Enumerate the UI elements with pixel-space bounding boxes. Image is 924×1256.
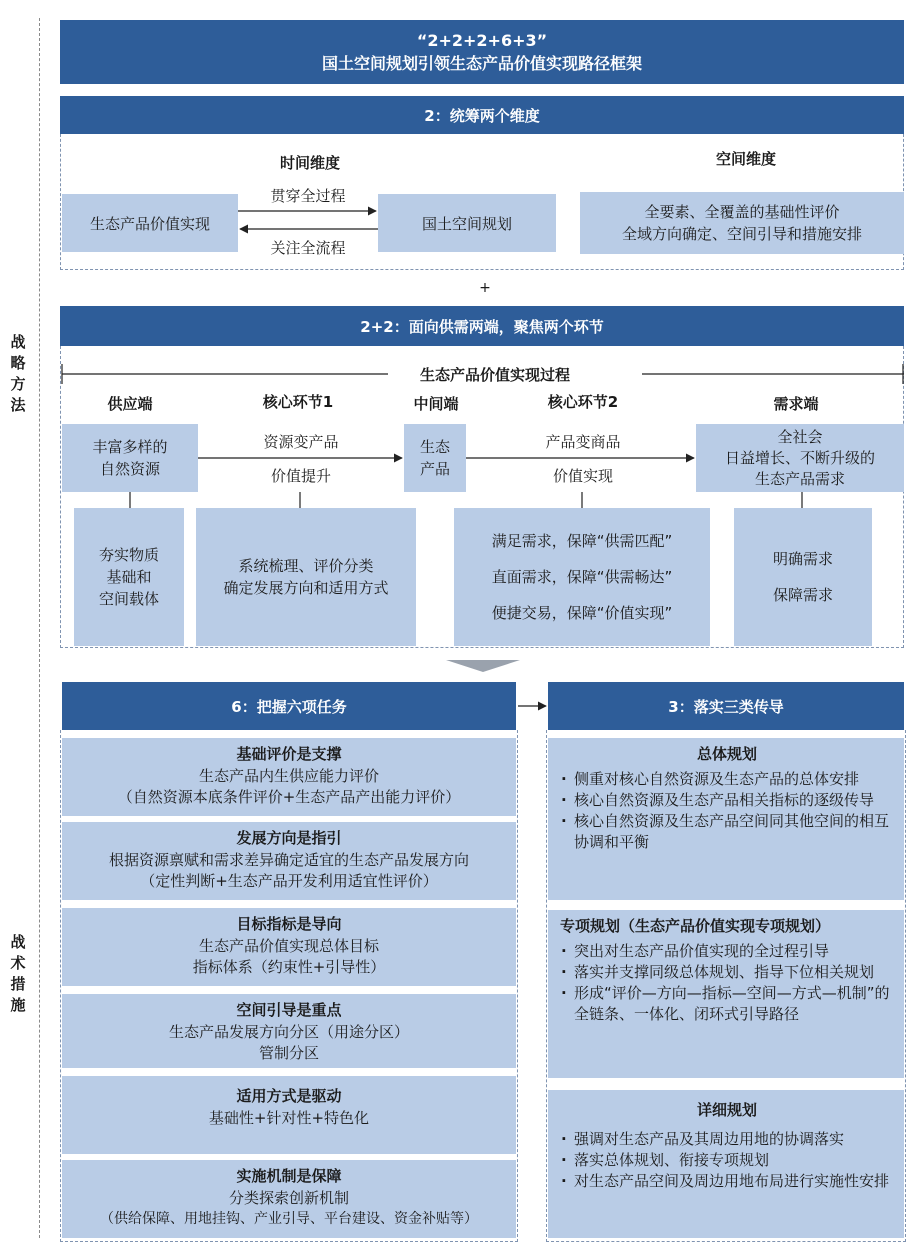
core-link2-label: 核心环节2 [547,392,619,411]
social-demand-line: 全社会 [777,427,823,446]
guide-special-plan [548,910,904,1078]
task-line: 指标体系（约束性+引导性） [192,958,386,976]
task-title: 适用方式是驱动 [236,1087,342,1105]
task-basic-evaluation [62,738,516,816]
eco-product-line: 产品 [419,460,450,478]
guide-bullet: · 形成“评价—方向—指标—空间—方式—机制”的全链条、一体化、闭环式引导路径 [560,983,894,1025]
core2-sub-line: 便捷交易，保障“价值实现” [491,604,673,622]
task-line: 根据资源禀赋和需求差异确定适宜的生态产品发展方向 [108,851,469,869]
task-development-direction [62,822,516,900]
task-title: 实施机制是保障 [236,1167,342,1185]
task-line: 分类探索创新机制 [228,1189,349,1207]
two-dimensions-header: 2：统筹两个维度 [60,96,904,134]
guide-detailed-plan [548,1090,904,1238]
core1-sub-line: 系统梳理、评价分类 [238,557,374,575]
title-line1: “2+2+2+6+3” [416,31,548,50]
strategy-char: 略 [10,354,26,372]
tactics-char: 术 [10,954,26,972]
value-realization-label: 价值实现 [552,466,613,485]
task-title: 空间引导是重点 [236,1001,342,1019]
supply-sub-line: 夯实物质 [98,546,159,564]
task-line: 生态产品内生供应能力评价 [198,767,379,785]
task-spatial-guidance [62,994,516,1068]
whole-flow-label: 关注全流程 [270,238,346,257]
task-line: （供给保障、用地挂钩、产业引导、平台建设、资金补贴等） [100,1211,478,1227]
social-demand-line: 生态产品需求 [754,469,845,488]
six-tasks-header: 6：把握六项任务 [62,682,516,730]
middle-end-label: 中间端 [413,394,459,413]
resource-to-product-label: 资源变产品 [263,432,339,451]
through-process-label: 贯穿全过程 [270,186,346,205]
strategy-char: 方 [10,375,26,393]
guide-bullet: · 对生态产品空间及周边用地布局进行实施性安排 [560,1171,894,1192]
guide-master-plan [548,738,904,900]
guide-bullet: · 落实总体规划、衔接专项规划 [560,1150,894,1171]
task-line: （定性判断+生态产品开发利用适宜性评价） [140,872,438,890]
space-dimension-line2: 全域方向确定、空间引导和措施安排 [621,225,862,243]
guide-title: 专项规划（生态产品价值实现专项规划） [560,917,831,935]
eco-product-value-box: 生态产品价值实现 [62,194,238,252]
task-line: （自然资源本底条件评价+生态产品产出能力评价） [117,788,461,806]
core1-sub-line: 确定发展方向和适用方式 [223,579,389,597]
task-line: 基础性+针对性+特色化 [208,1109,370,1127]
strategy-char: 法 [10,396,26,414]
three-guides-header: 3：落实三类传导 [548,682,904,730]
process-label: 生态产品价值实现过程 [390,362,600,386]
supply-sub-line: 基础和 [106,568,152,586]
down-arrow [446,660,520,672]
natural-resources-line: 自然资源 [99,460,160,478]
social-demand-line: 日益增长、不断升级的 [724,448,875,467]
core-link1-label: 核心环节1 [262,392,334,411]
task-title: 基础评价是支撑 [236,745,342,763]
task-line: 生态产品价值实现总体目标 [198,937,379,955]
territorial-planning-box: 国土空间规划 [378,194,556,252]
guide-title: 详细规划 [696,1101,757,1119]
guide-bullet: · 强调对生态产品及其周边用地的协调落实 [560,1129,894,1150]
guide-bullet: · 突出对生态产品价值实现的全过程引导 [560,941,894,962]
time-dimension-label: 时间维度 [279,153,340,172]
space-dimension-line1: 全要素、全覆盖的基础性评价 [644,203,840,221]
core2-sub-line: 直面需求，保障“供需畅达” [491,568,673,586]
tactics-char: 施 [10,996,26,1014]
task-implementation-mechanism [62,1160,516,1238]
supply-end-label: 供应端 [107,394,153,413]
guide-bullet: · 侧重对核心自然资源及生态产品的总体安排 [560,769,894,790]
supply-demand-header: 2+2：面向供需两端，聚焦两个环节 [60,306,904,346]
tactics-char: 战 [10,933,26,951]
task-line: 生态产品发展方向分区（用途分区） [168,1023,409,1041]
core2-sub-line: 满足需求，保障“供需匹配” [491,532,673,550]
eco-product-line: 生态 [419,438,450,456]
title-line2: 国土空间规划引领生态产品价值实现路径框架 [321,54,642,73]
natural-resources-line: 丰富多样的 [92,438,168,456]
task-title: 目标指标是导向 [236,915,342,933]
guide-bullet: · 落实并支撑同级总体规划、指导下位相关规划 [560,962,894,983]
strategy-char: 战 [10,333,26,351]
task-title: 发展方向是指引 [236,829,342,847]
task-applicable-methods [62,1076,516,1154]
guide-title: 总体规划 [696,745,757,763]
value-increase-label: 价值提升 [270,466,331,485]
demand-sub-line: 明确需求 [772,550,833,568]
space-dimension-label: 空间维度 [715,149,776,168]
plus-sign: + [479,280,491,296]
tactics-char: 措 [10,975,26,993]
demand-end-label: 需求端 [773,394,819,413]
product-to-commodity-label: 产品变商品 [545,432,621,451]
task-target-indicators [62,908,516,986]
guide-bullet: · 核心自然资源及生态产品相关指标的逐级传导 [560,790,894,811]
guide-bullet: · 核心自然资源及生态产品空间同其他空间的相互协调和平衡 [560,811,894,853]
demand-sub-line: 保障需求 [772,586,833,604]
task-line: 管制分区 [258,1044,319,1062]
supply-sub-line: 空间载体 [98,590,159,608]
